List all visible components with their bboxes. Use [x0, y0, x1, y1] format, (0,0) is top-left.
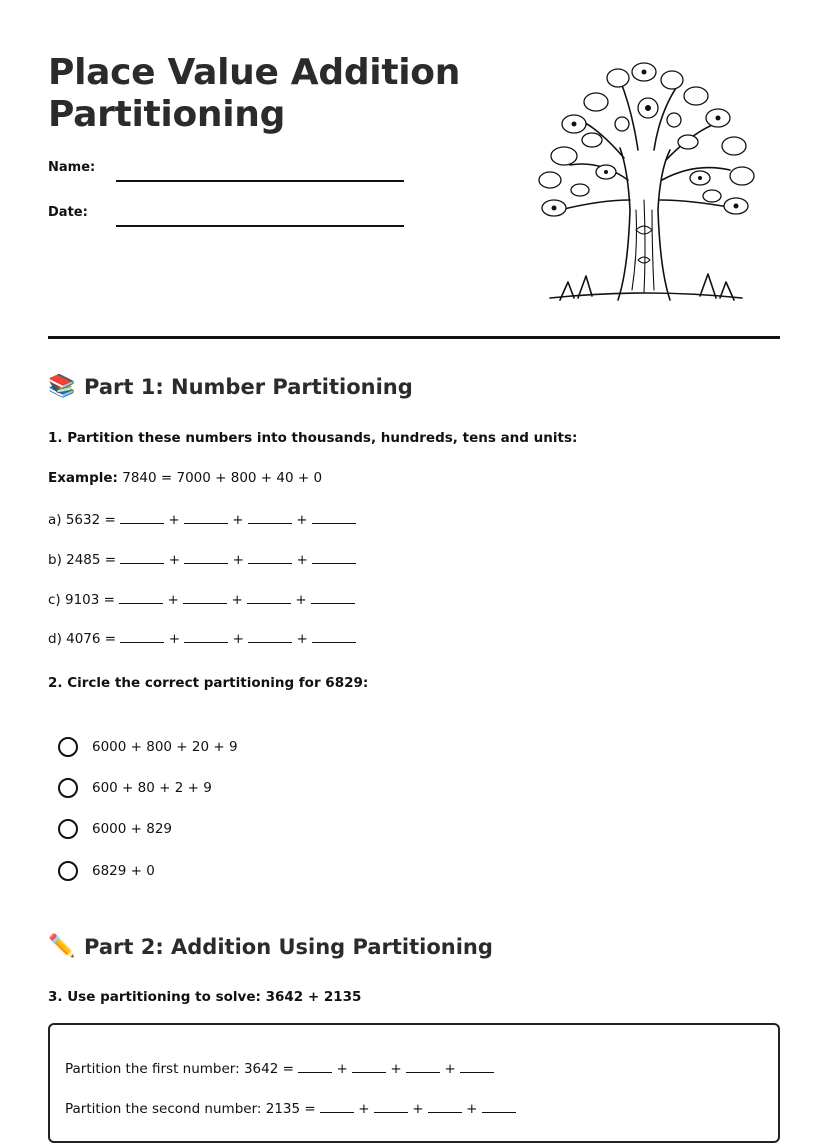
radio-circle[interactable]: [58, 737, 78, 757]
option-2[interactable]: 600 + 80 + 2 + 9: [58, 778, 212, 798]
answer-blank[interactable]: [312, 511, 356, 524]
answer-blank[interactable]: [120, 511, 164, 524]
partition-item-a: a) 5632 = + + +: [48, 511, 356, 528]
tree-illustration: [520, 60, 772, 310]
part1-heading: [48, 374, 413, 399]
answer-blank[interactable]: [312, 551, 356, 564]
answer-blank[interactable]: [248, 630, 292, 643]
example-line: [48, 470, 322, 486]
part1-title: Part 1: Number Partitioning: [84, 374, 413, 399]
answer-blank[interactable]: [320, 1100, 354, 1113]
radio-circle[interactable]: [58, 861, 78, 881]
answer-blank[interactable]: [184, 630, 228, 643]
example-text: 7840 = 7000 + 800 + 40 + 0: [122, 470, 323, 486]
answer-blank[interactable]: [184, 511, 228, 524]
answer-blank[interactable]: [119, 591, 163, 604]
answer-blank[interactable]: [120, 630, 164, 643]
partition-item-d: d) 4076 = + + +: [48, 630, 356, 647]
partition-item-c: c) 9103 = + + +: [48, 591, 355, 608]
name-label: Name:: [48, 160, 96, 175]
option-1[interactable]: 6000 + 800 + 20 + 9: [58, 737, 238, 757]
answer-blank[interactable]: [298, 1060, 332, 1073]
radio-circle[interactable]: [58, 819, 78, 839]
answer-blank[interactable]: [428, 1100, 462, 1113]
date-field[interactable]: [116, 225, 404, 227]
partition-item-b: b) 2485 = + + +: [48, 551, 356, 568]
answer-blank[interactable]: [311, 591, 355, 604]
answer-blank[interactable]: [247, 591, 291, 604]
section-divider: [48, 336, 780, 339]
answer-blank[interactable]: [460, 1060, 494, 1073]
answer-blank[interactable]: [248, 551, 292, 564]
title-line-2: Partitioning: [48, 94, 286, 135]
radio-circle[interactable]: [58, 778, 78, 798]
partition-first-line: Partition the first number: 3642 = + + +: [65, 1060, 494, 1077]
question-2: 2. Circle the correct partitioning for 6829:: [48, 675, 369, 691]
answer-blank[interactable]: [352, 1060, 386, 1073]
answer-blank[interactable]: [406, 1060, 440, 1073]
answer-blank[interactable]: [482, 1100, 516, 1113]
name-field[interactable]: [116, 180, 404, 182]
question-1: 1. Partition these numbers into thousands, hundreds, tens and units:: [48, 430, 578, 446]
option-3[interactable]: 6000 + 829: [58, 819, 172, 839]
answer-blank[interactable]: [248, 511, 292, 524]
answer-blank[interactable]: [120, 551, 164, 564]
example-label: Example:: [48, 470, 118, 486]
books-icon: 📚: [48, 374, 76, 399]
date-label: Date:: [48, 205, 88, 220]
part2-title: Part 2: Addition Using Partitioning: [84, 934, 493, 959]
page-title: [48, 52, 468, 136]
answer-blank[interactable]: [312, 630, 356, 643]
answer-blank[interactable]: [184, 551, 228, 564]
part2-heading: [48, 934, 493, 959]
question-3: 3. Use partitioning to solve: 3642 + 2135: [48, 989, 362, 1005]
option-4[interactable]: 6829 + 0: [58, 861, 155, 881]
pencil-icon: ✏️: [48, 934, 76, 959]
title-line-1: Place Value Addition: [48, 52, 461, 93]
working-box: [48, 1023, 780, 1143]
answer-blank[interactable]: [374, 1100, 408, 1113]
partition-second-line: Partition the second number: 2135 = + + +: [65, 1100, 516, 1117]
answer-blank[interactable]: [183, 591, 227, 604]
